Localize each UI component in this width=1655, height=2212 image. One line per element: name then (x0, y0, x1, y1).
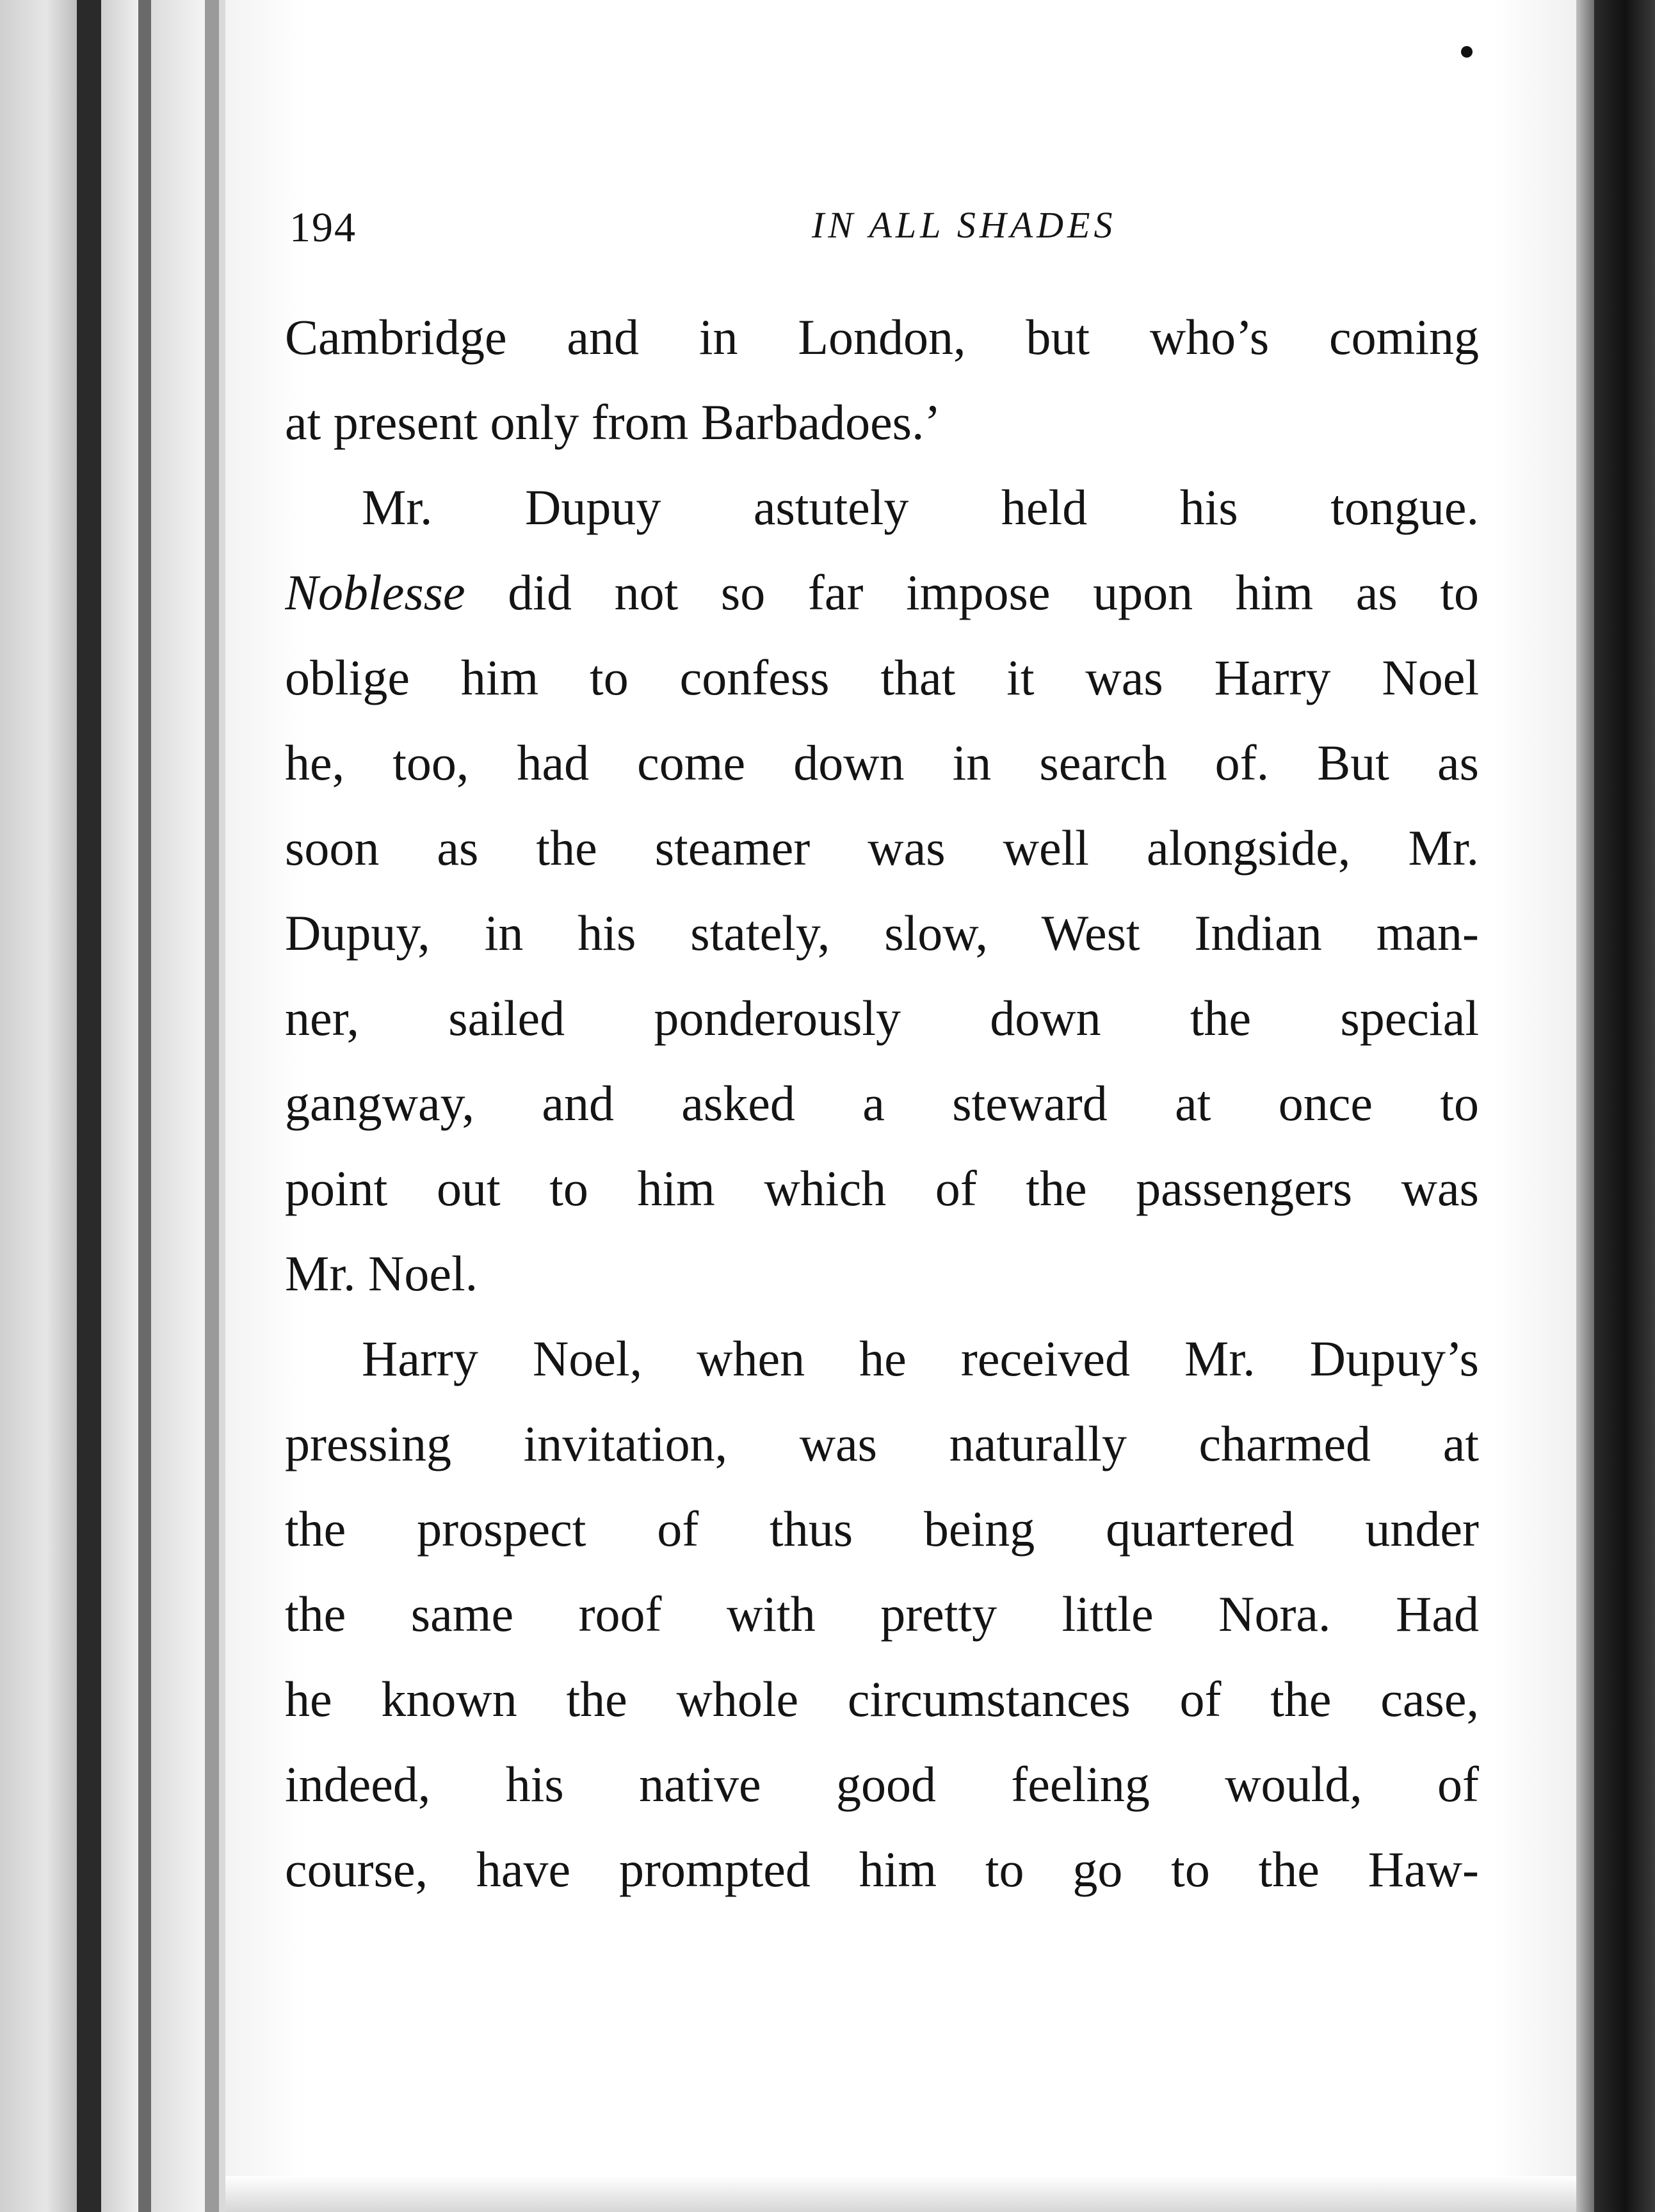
text-line: point out to him which of the passengers was (285, 1160, 1479, 1216)
text-line: at present only from Barbadoes.’ (285, 394, 941, 450)
book-edge (101, 0, 138, 2212)
text-line: Harry Noel, when he received Mr. Dupuy’s (362, 1331, 1479, 1386)
text-run: did not so far impose upon him as to (508, 565, 1479, 620)
text-line: Cambridge and in London, but who’s coming (285, 309, 1479, 365)
book-binding-shadow (138, 0, 151, 2212)
page-header (0, 192, 1655, 262)
text-line: oblige him to confess that it was Harry Noel (285, 650, 1479, 705)
italic-word: Noblesse (285, 565, 465, 620)
text-line: the prospect of thus being quartered under (285, 1501, 1479, 1557)
text-line: soon as the steamer was well alongside, Mr. (285, 820, 1479, 876)
ink-spot (1461, 46, 1473, 58)
text-line: pressing invitation, was naturally charmed at (285, 1416, 1479, 1471)
text-line: Mr. Dupuy astutely held his tongue. (362, 479, 1479, 535)
text-line: Mr. Noel. (285, 1246, 478, 1301)
page-right-edge (1594, 0, 1655, 2212)
book-edge (219, 0, 225, 2212)
book-binding-shadow (205, 0, 219, 2212)
text-line: the same roof with pretty little Nora. Had (285, 1586, 1479, 1642)
body-text (285, 294, 1479, 1912)
page-bottom-shadow (225, 2176, 1576, 2212)
book-edge (151, 0, 205, 2212)
page-right-shadow (1576, 0, 1594, 2212)
text-line: gangway, and asked a steward at once to (285, 1075, 1479, 1131)
text-line: indeed, his native good feeling would, of (285, 1756, 1479, 1812)
running-title: IN ALL SHADES (812, 204, 1117, 246)
text-line: course, have prompted him to go to the Haw- (285, 1841, 1479, 1897)
book-binding-shadow (77, 0, 101, 2212)
text-line: ner, sailed ponderously down the special (285, 990, 1479, 1046)
text-line: he known the whole circumstances of the case, (285, 1671, 1479, 1727)
text-line: he, too, had come down in search of. But as (285, 735, 1479, 790)
page-number: 194 (289, 204, 357, 251)
text-line: Dupuy, in his stately, slow, West Indian man- (285, 905, 1479, 961)
text-line (285, 550, 1479, 635)
book-edge (0, 0, 77, 2212)
